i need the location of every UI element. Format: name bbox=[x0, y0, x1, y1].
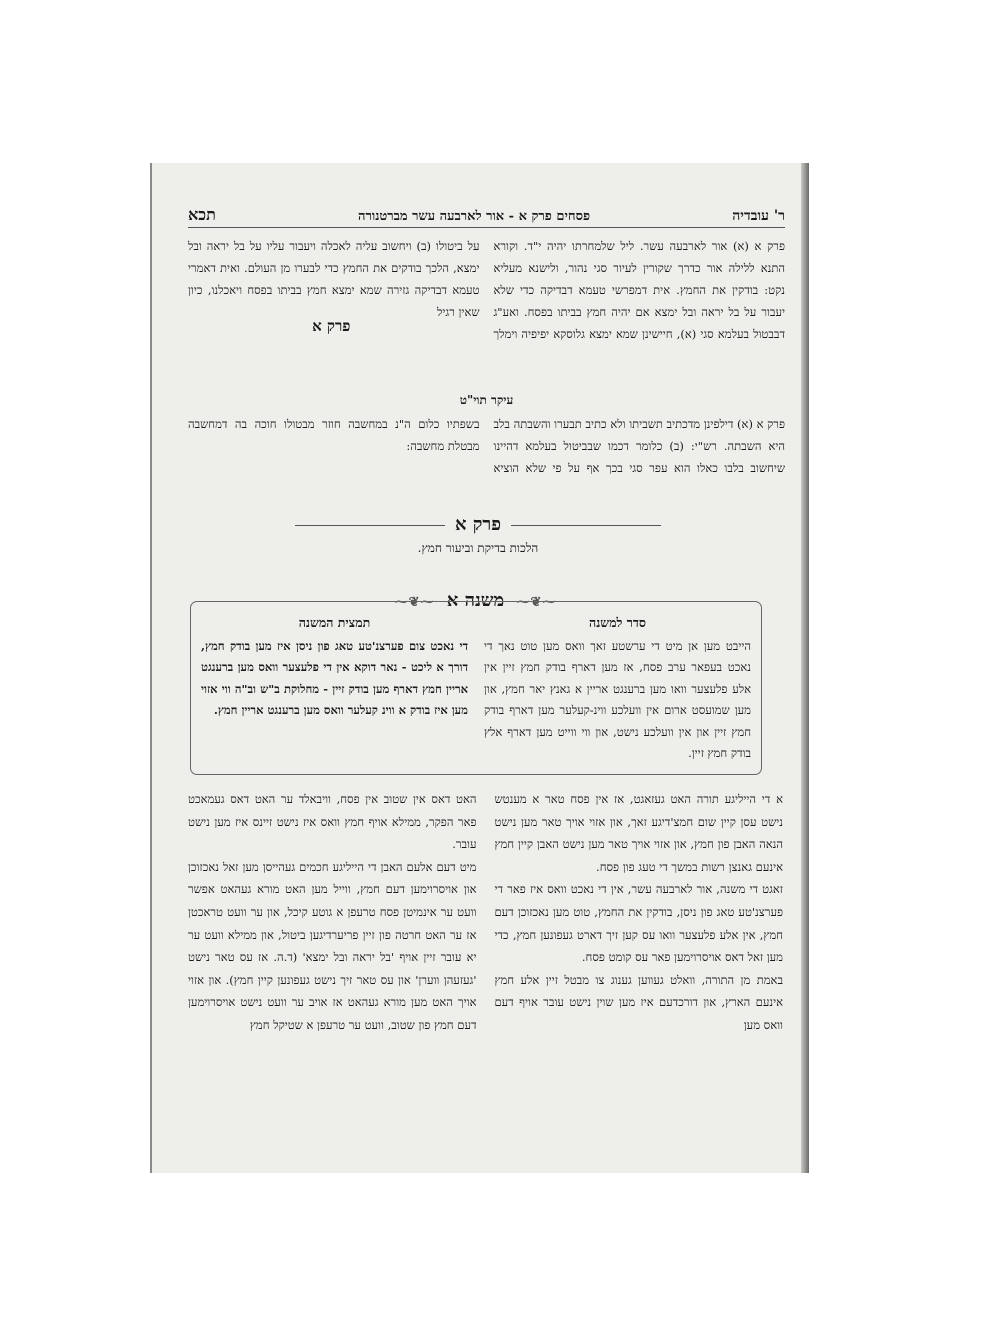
chapter-heading bbox=[295, 514, 661, 556]
bartenura-commentary bbox=[188, 235, 785, 385]
mishna-title: משנה א bbox=[446, 590, 505, 611]
order-text: הייבט מען אן מיט די ערשטע זאך וואס מען טוט נאך די נאכט בעפאר ערב פסח, אז מען דארף בודק חמץ זיין אין אלע פלעצער וואו מען ברענגט אריין א גאנץ יאר חמץ, און מען שמועסט ארום אין וועלכע ווינ-קעלער מען דארף בודק חמץ זיין און אין וועלכע נישט, און ווי ווייט מען דארף אלץ בודק חמץ זיין. bbox=[484, 638, 751, 760]
order-title: סדר למשנה bbox=[589, 615, 646, 630]
chapter-title: פרק א bbox=[445, 514, 511, 535]
header-title: פסחים פרק א - אור לארבעה עשר מברטנורה bbox=[358, 209, 591, 224]
ikar-commentary bbox=[188, 413, 785, 479]
ornament-right-icon: ⁓❦⁓ bbox=[516, 595, 557, 610]
main-paragraph: זאגט די משנה, אור לארבעה עשר, אין די נאכט וואס איז פאר די פערצנ'טע טאג פון ניסן, בודקין את החמץ, טוט מען נאכזוכן דעם חמץ, אין אלע פלעצער וואו עס קען זיך דארט געפונען חמץ, כדי מען זאל דאס אויסרוימען פאר עס קומט פסח. bbox=[494, 882, 783, 965]
book-page-photo bbox=[150, 163, 801, 1173]
main-paragraph: באמת מן התורה, וואלט געווען גענוג צו מבטל זיין אלע חמץ אינעם הארץ, און דורכדעם איז מען שוין נישט עובר אויף דעם וואס מען bbox=[494, 972, 783, 1032]
ikar-title: עיקר תוי"ט bbox=[459, 393, 514, 407]
order-column bbox=[484, 612, 751, 770]
perek-label: פרק א bbox=[312, 317, 351, 335]
ikar-text: פרק א (א) דילפינן מדכתיב תשביתו ולא כתיב תבערו והשבתה בלב היא השבתה. רש"י: (ב) כלומר דכמו שבביטול בעלמא דהיינו שיחשוב בלבו כאלו הוא עפר סגי בכך אף על פי שלא הוציא בשפתיו כלום ה"נ במחשבה חוזר מבטולו חוכה בה דמחשבה מבטלת מחשבה: bbox=[188, 417, 785, 475]
running-header bbox=[188, 205, 785, 228]
ornament-left-icon: ⁓❦⁓ bbox=[394, 595, 435, 610]
page-number: תכא bbox=[188, 205, 216, 224]
main-paragraph: א די הייליגע תורה האט געזאגט, אז אין פסח טאר א מענטש נישט עסן קיין שום חמצ'דיגע זאך, און אזוי אויך טאר מען נישט הנאה האבן פון חמץ, און אזוי אויך טאר מען נישט האבן קיין חמץ אינעם גאנצן רשות במשך די טעג פון פסח. bbox=[494, 792, 783, 874]
summary-title: תמצית המשנה bbox=[298, 615, 371, 630]
main-paragraph: האט דאס אין שטוב אין פסח, וויבאלד ער האט דאס געמאכט פאר הפקר, ממילא אויף חמץ וואס איז נישט זיינס איז מען נישט עובר. bbox=[188, 792, 477, 852]
main-paragraph: מיט דעם אלעם האבן די הייליגע חכמים געהייסן מען זאל נאכזוכן און אויסרוימען דעם חמץ, ווייל מען האט מורא געהאט אפשר וועט ער אינמיטן פסח טרעפן א גוטע קיכל, און ער וועט טראכטן אז ער האט חרטה פון זיין פריערדיגען ביטול, און ממילא וועט ער יא עובר זיין אויף 'בל יראה ובל ימצא' (ד.ה. אז עס טאר נישט 'געזעהן ווערן' און עס טאר זיך נישט געפונען קיין חמץ). און אזוי אויך האט מען מורא געהאט אז אויב ער וועט נישט אויסרוימען דעם חמץ פון שטוב, וועט ער טרעפן א שטיקל חמץ bbox=[188, 859, 477, 1032]
summary-text: די נאכט צום פערצנ'טע טאג פון ניסן איז מען בודק חמץ, דורך א ליכט - נאר דוקא אין די פלעצער וואס מען ברענגט אריין חמץ דארף מען בודק זיין - מחלוקת ב"ש וב"ה ווי אזוי מען איז בודק א ווינ קעלער וואס מען ברענגט אריין חמץ. bbox=[201, 638, 468, 717]
chapter-subtitle: הלכות בדיקת וביעור חמץ. bbox=[417, 541, 539, 555]
summary-column bbox=[201, 612, 468, 770]
header-right: ר' עובדיה bbox=[732, 208, 785, 224]
main-text bbox=[188, 788, 783, 1153]
commentary-block bbox=[188, 235, 785, 475]
bartenura-text: פרק א (א) אור לארבעה עשר. ליל שלמחרתו יהיה י"ד. וקורא התנא ללילה אור כדרך שקורין לעיור סגי נהור, ולישנא מעליא נקט: בודקין את החמץ. אית דמפרשי טעמא דבדיקה כדי שלא יעבור על בל יראה ובל ימצא אם יהיה חמץ בביתו בפסח. ואע"ג דבבטול בעלמא סגי (א), חיישינן שמא ימצא גלוסקא יפיפיה וימלך על ביטולו (ב) ויחשוב עליה לאכלה ויעבור עליו על בל יראה ובל ימצא, הלכך בודקים את החמץ כדי לבערו מן העולם. ואית דאמרי טעמא דבדיקה גזירה שמא ימצא חמץ בביתו בפסח ויאכלנו, כיון שאין רגיל bbox=[188, 239, 785, 341]
main-column-left bbox=[188, 788, 477, 1153]
book-edge bbox=[801, 163, 809, 1173]
main-column-right bbox=[495, 788, 784, 1153]
mishna-summary-box bbox=[190, 601, 762, 775]
book-page bbox=[150, 163, 801, 1173]
